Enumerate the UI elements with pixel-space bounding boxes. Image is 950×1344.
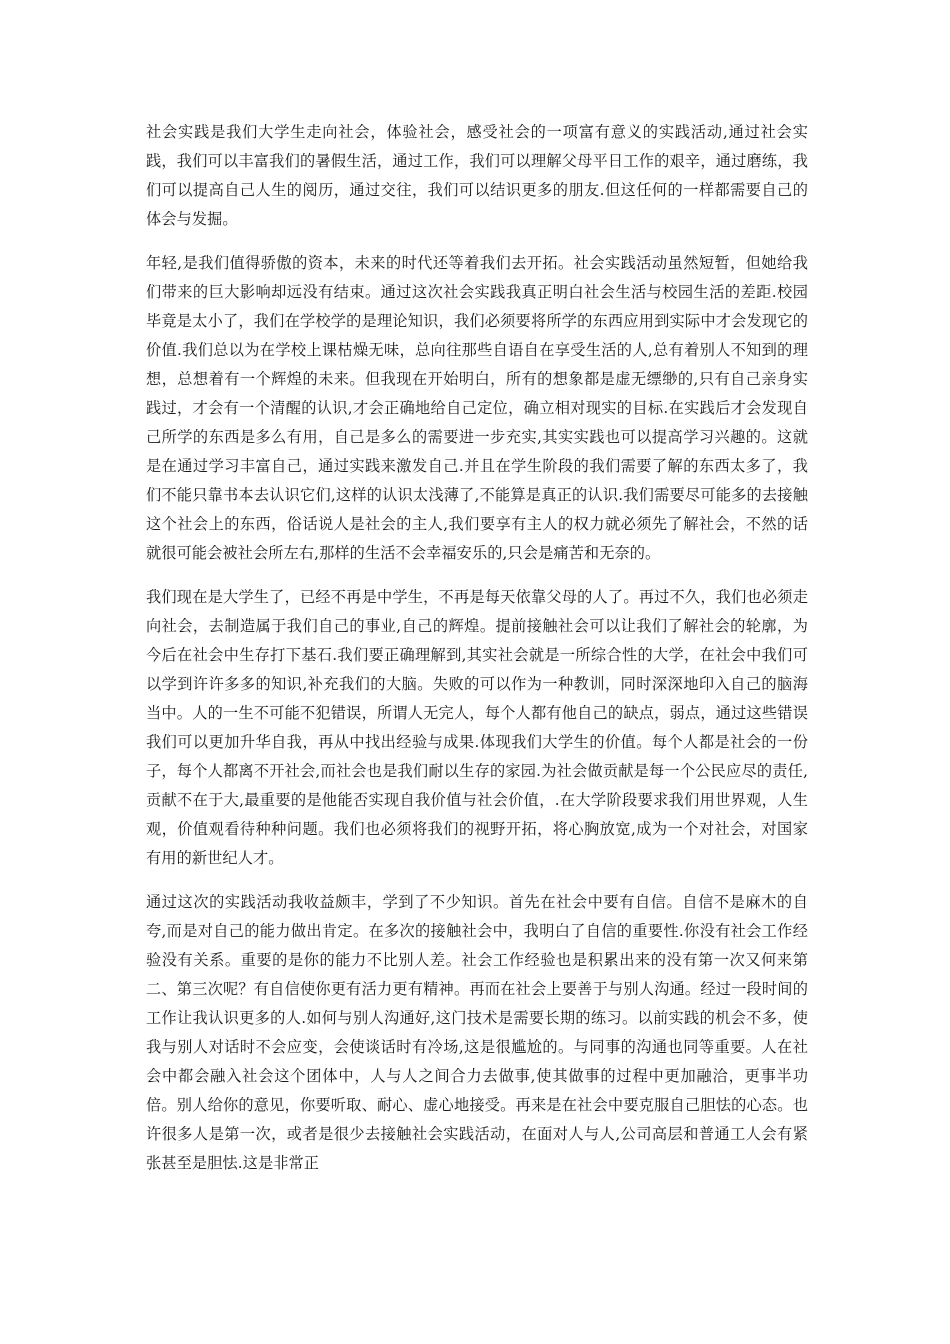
document-body: [146, 118, 808, 1193]
paragraph-2: 年轻,是我们值得骄傲的资本，未来的时代还等着我们去开拓。社会实践活动虽然短暂，但她给我们带来的巨大影响却远没有结束。通过这次社会实践我真正明白社会生活与校园生活的差距.校园毕竟是太小了，我们在学校学的是理论知识，我们必须要将所学的东西应用到实际中才会发现它的价值.我们总以为在学校上课枯燥无味，总向往那些自语自在享受生活的人,总有着别人不知到的理想，总想着有一个辉煌的未来。但我现在开始明白，所有的想象都是虚无缥缈的,只有自己亲身实践过，才会有一个清醒的认识,才会正确地给自己定位，确立相对现实的目标.在实践后才会发现自己所学的东西是多么有用，自己是多么的需要进一步充实,其实实践也可以提高学习兴趣的。这就是在通过学习丰富自己，通过实践来激发自己.并且在学生阶段的我们需要了解的东西太多了，我们不能只靠书本去认识它们,这样的认识太浅薄了,不能算是真正的认识.我们需要尽可能多的去接触这个社会上的东西，俗话说人是社会的主人,我们要享有主人的权力就必须先了解社会，不然的话就很可能会被社会所左右,那样的生活不会幸福安乐的,只会是痛苦和无奈的。: [146, 254, 808, 562]
paragraph-4: 通过这次的实践活动我收益颇丰，学到了不少知识。首先在社会中要有自信。自信不是麻木的自夸,而是对自己的能力做出肯定。在多次的接触社会中，我明白了自信的重要性.你没有社会工作经验没有关系。重要的是你的能力不比别人差。社会工作经验也是积累出来的没有第一次又何来第二、第三次呢？有自信使你更有活力更有精神。再而在社会上要善于与别人沟通。经过一段时间的工作让我认识更多的人.如何与别人沟通好,这门技术是需要长期的练习。以前实践的机会不多，使我与别人对话时不会应变，会使谈话时有冷场,这是很尴尬的。与同事的沟通也同等重要。人在社会中都会融入社会这个团体中，人与人之间合力去做事,使其做事的过程中更加融洽，更事半功倍。别人给你的意见，你要听取、耐心、虚心地接受。再来是在社会中要克服自己胆怯的心态。也许很多人是第一次，或者是很少去接触社会实践活动，在面对人与人,公司高层和普通工人会有紧张甚至是胆怯.这是非常正: [146, 893, 808, 1172]
paragraph-1: 社会实践是我们大学生走向社会，体验社会，感受社会的一项富有意义的实践活动,通过社会实践，我们可以丰富我们的暑假生活，通过工作，我们可以理解父母平日工作的艰辛，通过磨练，我们可以提高自己人生的阅历，通过交往，我们可以结识更多的朋友.但这任何的一样都需要自己的体会与发掘。: [146, 123, 808, 228]
paragraph-3: 我们现在是大学生了，已经不再是中学生，不再是每天依靠父母的人了。再过不久，我们也必须走向社会，去制造属于我们自己的事业,自己的辉煌。提前接触社会可以让我们了解社会的轮廓，为今后在社会中生存打下基石.我们要正确理解到,其实社会就是一所综合性的大学，在社会中我们可以学到许许多多的知识,补充我们的大脑。失败的可以作为一种教训，同时深深地印入自己的脑海当中。人的一生不可能不犯错误，所谓人无完人，每个人都有他自己的缺点，弱点，通过这些错误我们可以更加升华自我，再从中找出经验与成果.体现我们大学生的价值。每个人都是社会的一份子，每个人都离不开社会,而社会也是我们耐以生存的家园.为社会做贡献是每一个公民应尽的责任,贡献不在于大,最重要的是他能否实现自我价值与社会价值，.在大学阶段要求我们用世界观，人生观，价值观看待种种问题。我们也必须将我们的视野开拓，将心胸放宽,成为一个对社会，对国家有用的新世纪人才。: [146, 588, 808, 867]
